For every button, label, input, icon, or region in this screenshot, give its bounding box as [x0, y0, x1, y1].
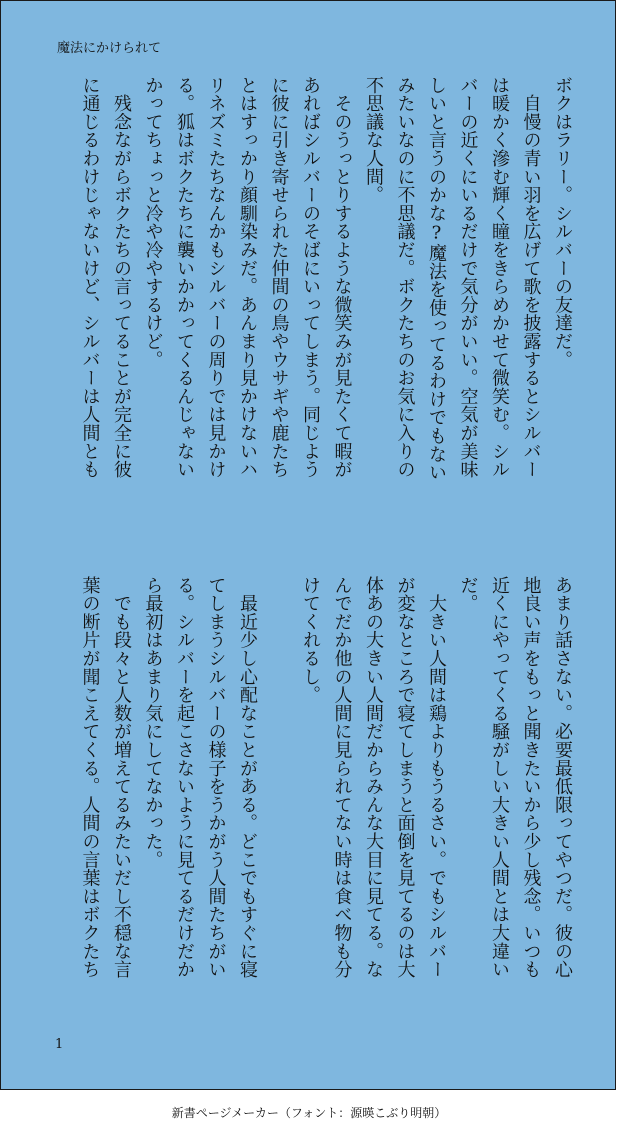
text-line: 地良い声をもっと聞きたいから少し残念。いつも — [520, 576, 542, 979]
text-line: 自慢の青い羽を広げて歌を披露するとシルバー — [520, 76, 542, 479]
text-line: とはすっかり顔馴染みだ。あんまり見かけないハ — [237, 76, 258, 479]
text-line: あればシルバーのそばにいってしまう。同じよう — [300, 76, 321, 479]
text-line: 葉の断片が聞こえてくる。人間の言葉はボクたち — [79, 576, 101, 979]
text-line: そのうっとりするような微笑みが見たくて暇が — [331, 76, 353, 479]
text-line: でも段々と人数が増えてるみたいだし不穏な言 — [111, 576, 132, 979]
text-line: あまり話さない。必要最低限ってやつだ。彼の心 — [552, 576, 573, 979]
text-block-bottom — [77, 576, 576, 979]
text-line: かってちょっと冷や冷やするけど。 — [142, 76, 164, 369]
text-line: 不思議な人間。 — [363, 76, 384, 205]
text-line: 最近少し心配なことがある。どこでもすぐに寝 — [237, 576, 258, 979]
text-line: る。シルバーを起こさないように見てるだけだか — [174, 576, 195, 979]
text-line: しいと言うのかな?魔法を使ってるわけでもない — [426, 76, 447, 482]
text-line: に通じるわけじゃないけど、シルバーは人間とも — [79, 76, 101, 479]
text-line: ボクはラリー。シルバーの友達だ。 — [552, 76, 573, 369]
text-line: が変なところで寝てしまうと面倒を見てるのは大 — [394, 576, 416, 979]
page-number: 1 — [55, 1037, 64, 1052]
text-line: に彼に引き寄せられた仲間の鳥やウサギや鹿たち — [268, 76, 290, 479]
text-line: けてくれるし。 — [300, 576, 321, 705]
text-block-top — [77, 76, 576, 482]
footer-credit: 新書ページメーカー（フォント：源暎こぶり明朝） — [171, 1106, 447, 1120]
text-line: 残念ながらボクたちの言ってることが完全に彼 — [111, 76, 132, 479]
text-line: バーの近くにいるだけで気分がいい。空気が美味 — [457, 76, 479, 479]
text-line: みたいなのに不思議だ。ボクたちのお気に入りの — [394, 76, 416, 479]
text-line: は暖かく滲む輝く瞳をきらめかせて微笑む。シル — [489, 76, 510, 479]
text-line: リネズミたちなんかもシルバーの周りでは見かけ — [205, 76, 227, 479]
text-line: だ。 — [457, 576, 479, 613]
text-line: てしまうシルバーの様子をうかがう人間たちがい — [205, 576, 227, 979]
text-line: る。狐はボクたちに襲いかかってくるんじゃない — [174, 76, 195, 479]
text-line: んでだか他の人間に見られてない時は食べ物も分 — [331, 576, 353, 979]
text-line: 近くにやってくる騒がしい大きい人間とは大違い — [489, 576, 510, 979]
text-line: ら最初はあまり気にしてなかった。 — [142, 576, 164, 869]
text-line: 体あの大きい人間だからみんな大目に見てる。な — [363, 576, 384, 979]
text-line: 大きい人間は鶏よりもうるさい。でもシルバー — [426, 576, 447, 979]
running-title: 魔法にかけられて — [57, 41, 162, 56]
